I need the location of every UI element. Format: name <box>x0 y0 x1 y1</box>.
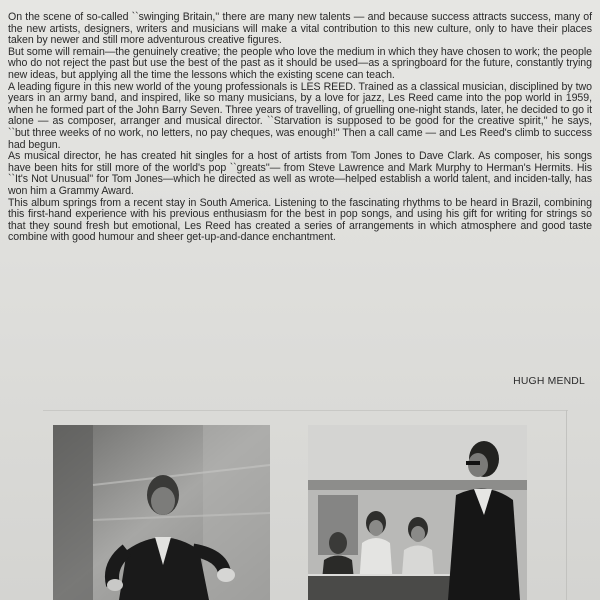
studio-musicians-photo-icon <box>308 425 527 600</box>
liner-notes-text <box>8 12 592 244</box>
paragraph-2: But some will remain—the genuinely creative; the people who love the medium in which they have chosen to work; the people who do not reject the past but use the best of the past as it should be used—as a springboard for the future, constantly trying new ideas, but applying all the time the lessons which the existing scene can teach. <box>8 45 592 81</box>
conductor-photo-icon <box>53 425 270 600</box>
paragraph-5: This album springs from a recent stay in South America. Listening to the fascinating rhythms to be heard in Brazil, combining this first-hand experience with his previous enthusiasm for the best in pop songs, and using his gift for writing for strings so that they sound fresh but emotional, Les Reed has created a series of arrangements in which atmosphere and good taste combine with good humour and sheer get-up-and-dance enchantment. <box>8 196 592 244</box>
photo-frame-right-edge <box>566 410 567 600</box>
paragraph-3: A leading figure in this new world of the young professionals is LES REED. Trained as a classical musician, disciplined by two years in an army band, and inspired, like so many musicians, by a love for jazz, Les Reed came into the pop world in 1959, when he formed part of the John Barry Seven. Three years of travelling, of gruelling one-night stands, later, he decided to go it alone — as composer, arranger and musical director. ``Starvation is supposed to be good for the creative spirit,'' he says, ``but three weeks of no work, no letters, no pay cheques, was enough!'' Then a call came — and Les Reed's climb to success had begun. <box>8 80 593 151</box>
paragraph-1: On the scene of so-called ``swinging Britain,'' there are many new talents — and because success attracts success, many of the new artists, designers, writers and musicians will make a vital contribution to this new culture, only to have their places taken by newer and still more adventurous creative figures. <box>8 11 592 47</box>
conductor-photo <box>53 425 270 600</box>
paragraph-4: As musical director, he has created hit singles for a host of artists from Tom Jones to Dave Clark. As composer, his songs have been hits for still more of the world's pop ``greats''— from Steve Lawrence and Mark Murphy to Herman's Hermits. His ``It's Not Unusual'' for Tom Jones—which he directed as well as wrote—helped establish a world talent, and inciden-tally, has won him a Grammy Award. <box>8 150 592 197</box>
author-signature: HUGH MENDL <box>513 376 585 387</box>
studio-musicians-photo <box>308 425 527 600</box>
photo-frame-top-rule <box>43 410 568 411</box>
